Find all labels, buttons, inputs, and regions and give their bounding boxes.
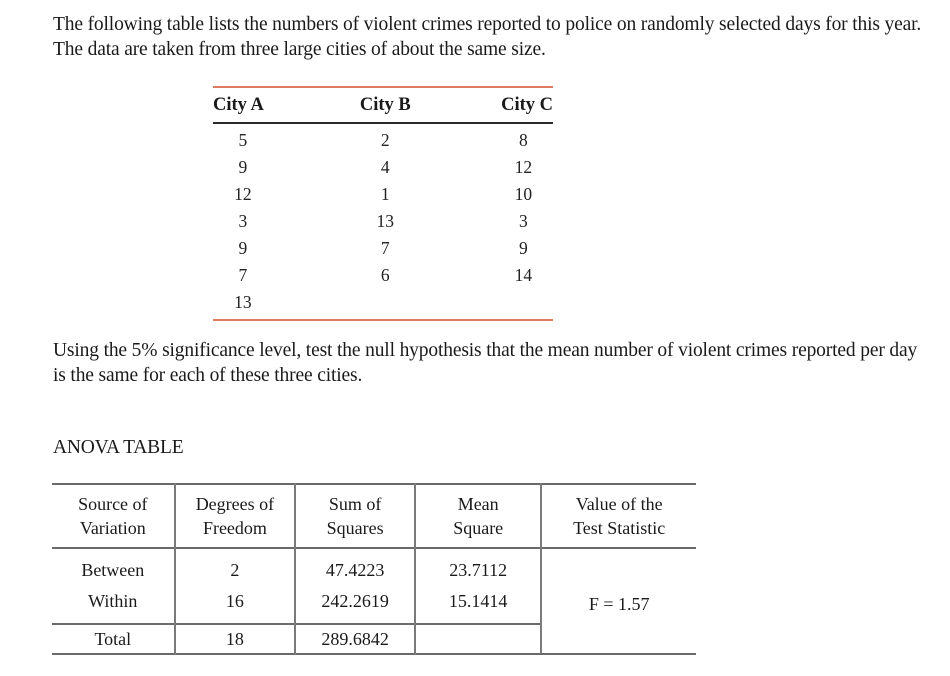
- cell-ms: [415, 624, 541, 654]
- table-row: [213, 154, 553, 181]
- anova-table: [52, 483, 696, 655]
- header-source-of-variation: [52, 484, 175, 548]
- cell-f-statistic: F = 1.57: [541, 548, 696, 654]
- table-row: [213, 289, 553, 320]
- cell-city-c: 12: [514, 157, 533, 177]
- cell-city-b: 13: [376, 211, 395, 231]
- header-city-b: City B: [273, 87, 478, 123]
- cell-city-c: 3: [519, 211, 528, 231]
- cell-city-a: 13: [234, 292, 252, 312]
- header-city-c: City C: [478, 87, 553, 123]
- cell-city-b: [273, 289, 478, 320]
- header-line: Test Statistic: [573, 518, 666, 538]
- cell-city-a: 9: [238, 238, 248, 258]
- header-line: Variation: [79, 518, 146, 538]
- cell-city-c: 14: [514, 265, 533, 285]
- table-row: [213, 208, 553, 235]
- cell-city-b: 6: [380, 265, 390, 285]
- cell-city-a: 12: [234, 184, 252, 204]
- cell-source: Between: [81, 560, 145, 580]
- header-test-statistic: [541, 484, 696, 548]
- cell-city-b: 2: [380, 130, 390, 150]
- table-row: [213, 181, 553, 208]
- table-row: [213, 235, 553, 262]
- cell-city-c: [478, 289, 553, 320]
- header-city-a: City A: [213, 87, 273, 123]
- header-line: Freedom: [202, 518, 267, 538]
- question-paragraph: Using the 5% significance level, test the null hypothesis that the mean number of violent crimes reported per day is the same for each of these three cities.: [53, 340, 918, 386]
- cell-source: Within: [88, 591, 138, 611]
- cell-df: 16: [175, 586, 296, 624]
- cell-city-c: 9: [519, 238, 528, 258]
- header-line: Value of the: [575, 494, 663, 514]
- cell-city-a: 7: [238, 265, 248, 285]
- cell-city-a: 3: [238, 211, 248, 231]
- city-crime-table: [213, 86, 553, 321]
- header-line: Sum of: [328, 494, 382, 514]
- cell-city-a: 9: [238, 157, 248, 177]
- header-line: Squares: [326, 518, 384, 538]
- cell-ss: 289.6842: [295, 624, 415, 654]
- cell-city-b: 1: [380, 184, 390, 204]
- cell-city-b: 7: [380, 238, 390, 258]
- cell-ss: 242.2619: [295, 586, 415, 624]
- table-row: [213, 123, 553, 154]
- cell-source: Total: [94, 628, 132, 649]
- header-degrees-of-freedom: [175, 484, 296, 548]
- cell-ms: 15.1414: [415, 586, 541, 624]
- cell-city-c: 8: [519, 130, 528, 150]
- anova-table-title: ANOVA TABLE: [53, 437, 184, 458]
- city-table-header-row: [213, 87, 553, 123]
- header-mean-square: [415, 484, 541, 548]
- header-line: Degrees of: [195, 494, 275, 514]
- cell-df: 18: [175, 624, 296, 654]
- intro-paragraph: The following table lists the numbers of violent crimes reported to police on randomly selected days for this year. The data are taken from three large cities of about the same size.: [53, 14, 922, 60]
- header-sum-of-squares: [295, 484, 415, 548]
- anova-row-between: [52, 548, 696, 586]
- cell-ms: 23.7112: [415, 548, 541, 586]
- cell-city-b: 4: [380, 157, 390, 177]
- header-line: Mean: [457, 494, 499, 514]
- table-row: [213, 262, 553, 289]
- cell-city-a: 5: [238, 130, 248, 150]
- cell-df: 2: [175, 548, 296, 586]
- cell-ss: 47.4223: [295, 548, 415, 586]
- cell-city-c: 10: [514, 184, 533, 204]
- anova-header-row: [52, 484, 696, 548]
- header-line: Source of: [78, 494, 148, 514]
- header-line: Square: [453, 518, 504, 538]
